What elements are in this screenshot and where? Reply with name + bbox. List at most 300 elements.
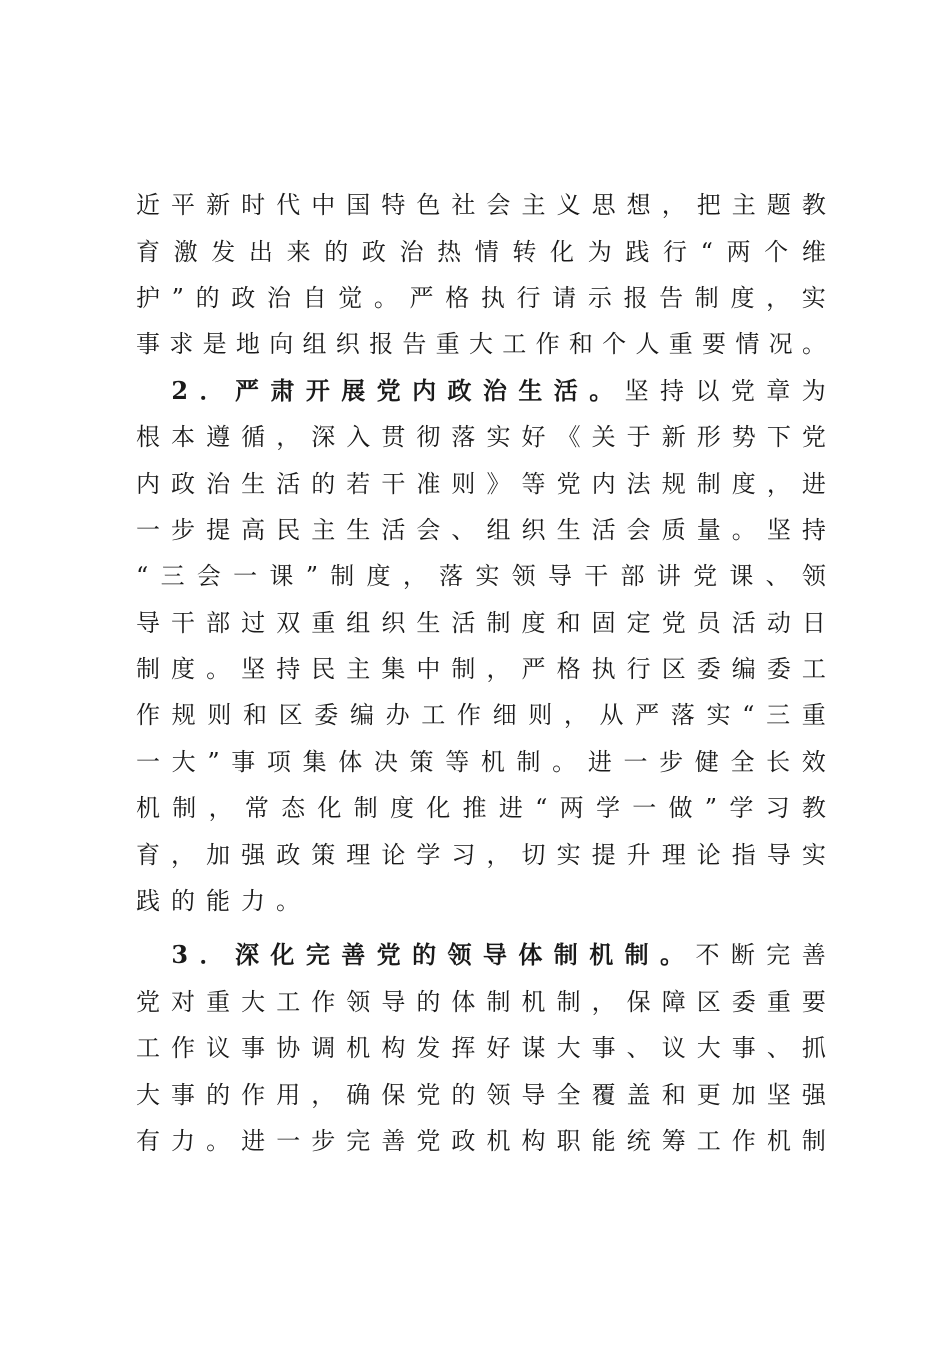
char: 作	[731, 1127, 756, 1155]
char: 用	[276, 1080, 301, 1109]
char: “	[136, 562, 149, 591]
char: 导	[381, 987, 406, 1016]
char: 落	[439, 562, 464, 591]
char: 导	[136, 608, 160, 637]
char: 讲	[656, 562, 681, 591]
char: 治	[206, 469, 231, 498]
char: 来	[286, 237, 311, 266]
char: ”	[171, 283, 184, 312]
char: 体	[518, 940, 543, 970]
char: 党	[801, 423, 826, 452]
char: 下	[766, 423, 791, 452]
char: 。	[373, 283, 398, 312]
char: 委	[766, 655, 791, 684]
char: 进	[498, 794, 523, 823]
char: 机	[521, 987, 546, 1016]
char: 完	[346, 1127, 371, 1155]
char: 度	[171, 655, 196, 684]
text-line	[136, 1025, 826, 1071]
char: 进	[241, 1127, 266, 1155]
char: ，	[311, 1080, 336, 1109]
char: 的	[206, 1080, 231, 1109]
char: 严	[521, 655, 546, 684]
char: 全	[730, 747, 755, 776]
char: 的	[171, 887, 195, 916]
char: 活	[381, 515, 406, 544]
char: 循	[241, 423, 266, 452]
char: 大	[696, 1034, 721, 1063]
char: 时	[241, 191, 266, 220]
char: 习	[451, 840, 476, 869]
char: 度	[730, 283, 755, 312]
char: 抓	[801, 1034, 826, 1063]
char: 对	[171, 987, 196, 1016]
char: ，	[766, 469, 791, 498]
char: 动	[766, 608, 791, 637]
char: 实	[706, 701, 731, 730]
char: 化	[270, 940, 295, 970]
char: 行	[662, 237, 687, 266]
char: 度	[389, 794, 414, 823]
char: 学	[729, 794, 754, 823]
char: ．	[199, 375, 224, 405]
char: 的	[324, 237, 349, 266]
char: 告	[402, 330, 427, 359]
char: 会	[196, 562, 221, 591]
char: 体	[451, 987, 476, 1016]
char: “	[535, 794, 548, 823]
char: 构	[381, 1034, 406, 1063]
char: 实	[486, 423, 511, 452]
char: 一	[233, 562, 258, 591]
char: 行	[516, 283, 541, 312]
char: 委	[731, 987, 756, 1016]
char: 推	[462, 794, 487, 823]
char: 要	[702, 330, 727, 359]
text-line	[136, 507, 826, 553]
char: 题	[766, 191, 791, 220]
char: 习	[765, 794, 790, 823]
text-line	[136, 228, 826, 274]
char: 坚	[766, 1080, 791, 1109]
char: 集	[302, 747, 327, 776]
char: 一	[632, 794, 657, 823]
char: 质	[661, 515, 686, 544]
char: 度	[731, 469, 756, 498]
char: 从	[599, 701, 624, 730]
char: 干	[381, 469, 406, 498]
char: 两	[726, 237, 751, 266]
char: 两	[559, 794, 584, 823]
char: ，	[486, 655, 511, 684]
char: 告	[659, 283, 684, 312]
char: 规	[661, 469, 686, 498]
text-line	[136, 785, 826, 831]
char: 指	[731, 840, 756, 869]
char: 覆	[591, 1080, 616, 1109]
char: 机	[766, 1127, 791, 1155]
char: 情	[474, 237, 499, 266]
char: 干	[171, 608, 196, 637]
char: 大	[468, 330, 493, 359]
char: 生	[556, 515, 581, 544]
char: 育	[136, 237, 160, 266]
char: 、	[626, 1034, 651, 1063]
char: 策	[311, 840, 336, 869]
char: 形	[696, 423, 721, 452]
char: 制	[451, 655, 476, 684]
char: 决	[373, 747, 398, 776]
char: 等	[521, 469, 546, 498]
char: ，	[563, 701, 588, 730]
char: 区	[696, 987, 721, 1016]
char: 作	[311, 987, 336, 1016]
char: 深	[311, 423, 336, 452]
char: 重	[311, 608, 336, 637]
char: 活	[731, 608, 756, 637]
char: 实	[556, 840, 581, 869]
char: 坚	[241, 655, 266, 684]
char: 盖	[626, 1080, 651, 1109]
char: ，	[766, 283, 791, 312]
char: 体	[338, 747, 363, 776]
char: 员	[696, 608, 721, 637]
char: 治	[482, 375, 507, 405]
char: 大	[556, 1034, 581, 1063]
text-line	[136, 275, 826, 321]
char: 三	[160, 562, 185, 591]
char: 职	[556, 1127, 581, 1155]
char: 织	[381, 608, 406, 637]
char: 活	[553, 375, 578, 405]
char: 态	[281, 794, 306, 823]
char: 》	[486, 469, 511, 498]
char: 党	[416, 1127, 441, 1155]
char: 况	[768, 330, 793, 359]
char: 化	[426, 794, 451, 823]
char: 严	[234, 375, 259, 405]
char: 干	[584, 562, 609, 591]
char: 量	[696, 515, 721, 544]
char: 作	[456, 701, 481, 730]
char: ，	[402, 562, 427, 591]
char: 新	[206, 191, 231, 220]
char: 严	[635, 701, 660, 730]
char: 论	[381, 840, 406, 869]
text-line	[136, 1118, 826, 1164]
char: 大	[241, 987, 266, 1016]
char: 党	[376, 940, 401, 970]
char: 报	[623, 283, 648, 312]
char: 强	[241, 840, 266, 869]
text-line	[136, 414, 826, 460]
char: 严	[409, 283, 434, 312]
char: 本	[171, 423, 196, 452]
char: 想	[626, 191, 651, 220]
char: 。	[552, 747, 577, 776]
char: 挥	[451, 1034, 476, 1063]
char: 近	[136, 191, 160, 220]
char: 党	[556, 469, 581, 498]
char: 议	[206, 1034, 231, 1063]
char: 代	[276, 191, 301, 220]
char: 主	[521, 191, 546, 220]
text-line	[136, 646, 826, 692]
char: 政	[171, 469, 196, 498]
char: 和	[556, 608, 581, 637]
char: 人	[635, 330, 660, 359]
char: 协	[276, 1034, 301, 1063]
char: 持	[801, 515, 826, 544]
char: 日	[801, 608, 826, 637]
char: 重	[668, 330, 693, 359]
char: 于	[626, 423, 651, 452]
char: 教	[801, 794, 826, 823]
char: 发	[416, 1034, 441, 1063]
char: 论	[696, 840, 721, 869]
text-line	[136, 831, 826, 877]
char: 大	[136, 1080, 160, 1109]
char: 思	[591, 191, 616, 220]
char: 制	[516, 747, 541, 776]
char: 步	[659, 747, 684, 776]
char: 民	[276, 515, 301, 544]
char: 机	[589, 940, 614, 970]
char: 导	[766, 840, 791, 869]
char: 政	[451, 1127, 476, 1155]
char: 做	[668, 794, 693, 823]
text-line	[136, 321, 826, 367]
char: 转	[512, 237, 537, 266]
char: 。	[801, 330, 826, 359]
char: 、	[765, 562, 790, 591]
char: 事	[171, 1080, 196, 1109]
char: “	[700, 237, 713, 266]
char: 内	[591, 469, 616, 498]
char: 和	[568, 330, 593, 359]
char: 实	[801, 840, 826, 869]
char: 细	[492, 701, 517, 730]
char: 政	[447, 375, 472, 405]
char: 领	[346, 987, 371, 1016]
char: 理	[346, 840, 371, 869]
char: 保	[626, 987, 651, 1016]
char: 化	[317, 794, 342, 823]
char: 力	[241, 887, 265, 916]
char: ”	[207, 747, 220, 776]
char: 导	[547, 562, 572, 591]
char: 制	[694, 283, 719, 312]
char: 的	[195, 283, 220, 312]
char: 化	[550, 237, 575, 266]
char: 会	[416, 515, 441, 544]
char: 谋	[521, 1034, 546, 1063]
char: 事	[136, 330, 160, 359]
char: 高	[241, 515, 266, 544]
char: 党	[416, 1080, 441, 1109]
char: 的	[412, 940, 437, 970]
char: 展	[341, 375, 366, 405]
char: 中	[311, 191, 336, 220]
text-line	[136, 739, 826, 785]
char: 民	[311, 655, 336, 684]
text-line	[136, 1071, 826, 1117]
char: 断	[730, 941, 755, 970]
char: ，	[591, 987, 616, 1016]
char: 生	[346, 515, 371, 544]
char: 一	[623, 747, 648, 776]
char: 构	[521, 1127, 546, 1155]
char: 要	[801, 987, 826, 1016]
char: 教	[801, 191, 826, 220]
char: 机	[480, 747, 505, 776]
char: 。	[206, 1127, 231, 1155]
char: 步	[311, 1127, 336, 1155]
char: 力	[171, 1127, 196, 1155]
char: 育	[136, 840, 160, 869]
char: 导	[482, 940, 507, 970]
char: 会	[626, 515, 651, 544]
char: 切	[521, 840, 546, 869]
text-line	[136, 932, 826, 978]
char: 善	[801, 941, 826, 970]
char: 能	[591, 1127, 616, 1155]
char: 国	[346, 191, 371, 220]
char: 完	[305, 940, 330, 970]
char: 势	[731, 423, 756, 452]
char: 的	[416, 987, 441, 1016]
char: 实	[801, 283, 826, 312]
char: 编	[349, 701, 374, 730]
char: 内	[412, 375, 437, 405]
char: 机	[346, 1034, 371, 1063]
char: 2	[171, 375, 189, 405]
char: 。	[660, 940, 685, 970]
char: 新	[661, 423, 686, 452]
char: 部	[620, 562, 645, 591]
char: 则	[528, 701, 553, 730]
char: 色	[416, 191, 441, 220]
char: 三	[766, 701, 791, 730]
char: 平	[171, 191, 196, 220]
char: 度	[366, 562, 391, 591]
char: 把	[696, 191, 721, 220]
char: 入	[346, 423, 371, 452]
char: 求	[169, 330, 194, 359]
char: 章	[766, 376, 791, 405]
char: “	[742, 701, 755, 730]
char: 领	[486, 1080, 511, 1109]
char: 常	[244, 794, 269, 823]
char: 制	[136, 655, 160, 684]
char: 活	[276, 469, 301, 498]
char: 学	[416, 840, 441, 869]
char: 强	[801, 1080, 826, 1109]
char: 践	[625, 237, 650, 266]
char: 制	[696, 469, 721, 498]
char: 党	[661, 608, 686, 637]
char: 机	[486, 1127, 511, 1155]
char: 生	[416, 608, 441, 637]
char: 障	[661, 987, 686, 1016]
char: 活	[451, 608, 476, 637]
char: 进	[587, 747, 612, 776]
char: 出	[248, 237, 273, 266]
char: 肃	[270, 375, 295, 405]
char: 党	[730, 376, 755, 405]
text-line	[136, 878, 826, 924]
text-line	[136, 460, 826, 506]
char: ，	[208, 794, 233, 823]
char: 提	[591, 840, 616, 869]
char: 重	[435, 330, 460, 359]
char: 一	[136, 747, 160, 776]
char: 有	[136, 1127, 160, 1155]
char: 领	[447, 940, 472, 970]
char: 全	[556, 1080, 581, 1109]
char: 党	[693, 562, 718, 591]
char: 自	[302, 283, 327, 312]
char: ，	[276, 423, 301, 452]
char: 好	[521, 423, 546, 452]
text-line	[136, 553, 826, 599]
char: 政	[276, 840, 301, 869]
char: 领	[511, 562, 536, 591]
char: 制	[330, 562, 355, 591]
char: 规	[171, 701, 196, 730]
char: 。	[276, 887, 300, 916]
char: 。	[731, 515, 756, 544]
char: 发	[211, 237, 236, 266]
char: 作	[171, 1034, 196, 1063]
char: 护	[136, 283, 160, 312]
char: ．	[199, 940, 224, 970]
char: 政	[361, 237, 386, 266]
char: 开	[305, 375, 330, 405]
char: 深	[234, 940, 259, 970]
char: 重	[801, 701, 826, 730]
char: 则	[207, 701, 232, 730]
char: 政	[231, 283, 256, 312]
char: 持	[276, 655, 301, 684]
char: 实	[475, 562, 500, 591]
char: 和	[242, 701, 267, 730]
char: 特	[381, 191, 406, 220]
char: 一	[276, 1127, 301, 1155]
char: 个	[764, 237, 789, 266]
char: 一	[136, 515, 160, 544]
char: 制	[624, 940, 649, 970]
char: 内	[136, 469, 160, 498]
char: 更	[696, 1080, 721, 1109]
char: 热	[437, 237, 462, 266]
char: 主	[346, 655, 371, 684]
char: 机	[136, 794, 160, 823]
char: 筹	[661, 1127, 686, 1155]
char: 固	[591, 608, 616, 637]
char: 不	[695, 941, 720, 970]
char: 关	[591, 423, 616, 452]
char: 事	[731, 1034, 756, 1063]
char: 好	[486, 1034, 511, 1063]
text-line	[136, 692, 826, 738]
char: 情	[735, 330, 760, 359]
char: 学	[595, 794, 620, 823]
char: 贯	[381, 423, 406, 452]
char: 制	[556, 987, 581, 1016]
char: 部	[206, 608, 231, 637]
char: 升	[626, 840, 651, 869]
